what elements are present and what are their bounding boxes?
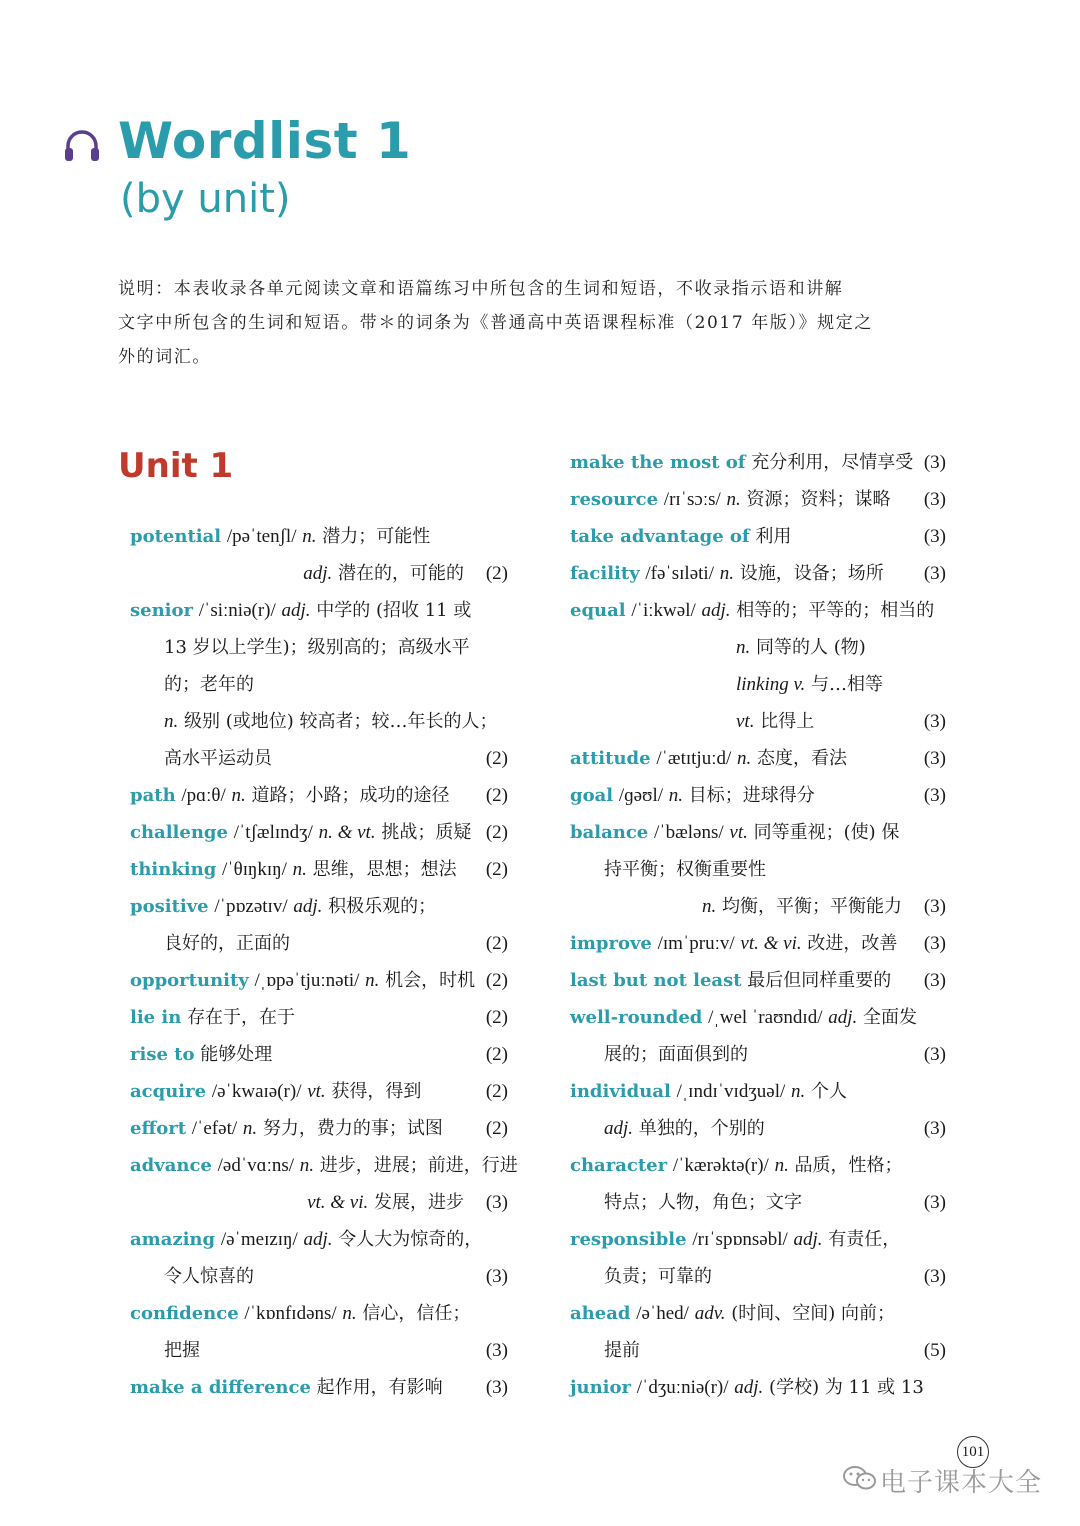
unit-reference: (3): [923, 970, 946, 991]
unit-reference: (2): [485, 1118, 508, 1139]
unit-reference: (3): [485, 1340, 508, 1361]
phonetic: /ˈbæləns/: [653, 822, 724, 843]
entry-continuation: [130, 703, 508, 740]
definition: 高水平运动员: [164, 748, 272, 769]
unit-reference: (3): [485, 1266, 508, 1287]
phonetic: /rɪˈsɔːs/: [663, 489, 721, 510]
entry-text: [570, 1295, 895, 1332]
definition: 起作用，有影响: [316, 1377, 443, 1398]
definition: 信心，信任；: [362, 1303, 471, 1324]
entry-text: [130, 592, 471, 629]
entry-continuation: [570, 1184, 946, 1221]
part-of-speech: n.: [242, 1118, 258, 1139]
entry-continuation: [130, 1184, 508, 1221]
entry-text: [570, 777, 815, 814]
entry-text: [570, 1369, 924, 1406]
part-of-speech: adj.: [734, 1377, 764, 1398]
phonetic: /ˈsiːniə(r)/: [198, 600, 276, 621]
definition: 获得，得到: [331, 1081, 422, 1102]
wordlist-left-column: [130, 518, 518, 1406]
definition: 改进，改善: [807, 933, 898, 954]
part-of-speech: n.: [365, 970, 380, 991]
definition: 持平衡；权衡重要性: [604, 859, 766, 880]
headword: path: [130, 785, 176, 806]
entry-advance: [130, 1147, 518, 1184]
entry-text: [130, 1258, 254, 1295]
definition: 把握: [164, 1340, 200, 1361]
headword: effort: [130, 1118, 187, 1139]
unit-reference: (2): [485, 748, 508, 769]
wechat-icon: [842, 1464, 878, 1492]
entry-text: [570, 962, 891, 999]
entry-text: [130, 925, 290, 962]
entry-text: [130, 1036, 272, 1073]
entry-text: [130, 814, 471, 851]
entry-continuation: [130, 555, 508, 592]
definition: 级别 (或地位) 较高者；较…年长的人；: [183, 711, 498, 732]
unit-reference: (3): [923, 933, 946, 954]
unit-reference: (2): [485, 933, 508, 954]
unit-reference: (3): [923, 1192, 946, 1213]
definition: 相等的；平等的；相当的: [736, 600, 935, 621]
entry-senior: [130, 592, 508, 629]
entry-amazing: [130, 1221, 508, 1258]
definition: 令人惊喜的: [164, 1266, 254, 1287]
unit-reference: (3): [923, 526, 946, 547]
entry-text: [307, 1184, 464, 1221]
headword: individual: [570, 1081, 671, 1102]
headword: improve: [570, 933, 652, 954]
entry-well-rounded: [570, 999, 946, 1036]
headword: lie in: [130, 1007, 182, 1028]
definition: 品质，性格；: [794, 1155, 903, 1176]
entry-responsible: [570, 1221, 946, 1258]
entry-individual: [570, 1073, 946, 1110]
definition: 提前: [604, 1340, 640, 1361]
entry-continuation: [570, 851, 946, 888]
definition: 良好的，正面的: [164, 933, 290, 954]
definition: 发展，进步: [374, 1192, 464, 1213]
unit-reference: (3): [923, 711, 946, 732]
part-of-speech: adj.: [604, 1118, 634, 1139]
part-of-speech: vt.: [736, 711, 755, 732]
definition: 的；老年的: [164, 674, 254, 695]
headword: equal: [570, 600, 626, 621]
phonetic: /pɑːθ/: [181, 785, 226, 806]
entry-continuation: [570, 888, 946, 925]
phonetic: /ˈætɪtjuːd/: [656, 748, 732, 769]
headword: ahead: [570, 1303, 631, 1324]
part-of-speech: n.: [736, 637, 751, 658]
entry-text: [570, 740, 847, 777]
definition: 令人大为惊奇的，: [338, 1229, 483, 1250]
unit-reference: (2): [485, 563, 508, 584]
part-of-speech: n.: [719, 563, 734, 584]
entry-text: [130, 1073, 421, 1110]
definition: 比得上: [760, 711, 815, 732]
part-of-speech: n.: [726, 489, 741, 510]
entry-opportunity: [130, 962, 508, 999]
entry-effort: [130, 1110, 508, 1147]
part-of-speech: n.: [231, 785, 246, 806]
phonetic: /ˈθɪŋkɪŋ/: [222, 859, 287, 880]
entry-text: [570, 629, 866, 666]
part-of-speech: n.: [774, 1155, 789, 1176]
entry-text: [130, 1110, 443, 1147]
page-subtitle: (by unit): [120, 176, 291, 222]
headword: junior: [570, 1377, 632, 1398]
entry-text: [130, 1221, 482, 1258]
entry-take-advantage-of: [570, 518, 946, 555]
entry-confidence: [130, 1295, 508, 1332]
entry-text: [130, 851, 457, 888]
entry-text: [570, 1184, 802, 1221]
headword: confidence: [130, 1303, 239, 1324]
part-of-speech: n.: [668, 785, 684, 806]
entry-positive: [130, 888, 508, 925]
headword: rise to: [130, 1044, 195, 1065]
entry-text: [570, 1147, 903, 1184]
part-of-speech: adj.: [281, 600, 311, 621]
definition: 有责任，: [828, 1229, 901, 1250]
headword: thinking: [130, 859, 217, 880]
phonetic: /fəˈsɪləti/: [645, 563, 714, 584]
entry-continuation: [570, 1036, 946, 1073]
part-of-speech: n.: [299, 1155, 315, 1176]
part-of-speech: n.: [164, 711, 179, 732]
entry-equal: [570, 592, 946, 629]
unit-reference: (3): [923, 1118, 946, 1139]
entry-text: [570, 1258, 712, 1295]
definition: 均衡，平衡；平衡能力: [722, 896, 902, 917]
entry-make-a-difference: [130, 1369, 508, 1406]
part-of-speech: adj.: [828, 1007, 858, 1028]
headword: balance: [570, 822, 649, 843]
entry-thinking: [130, 851, 508, 888]
page-title: Wordlist 1: [118, 112, 412, 170]
definition: 特点；人物，角色；文字: [604, 1192, 802, 1213]
part-of-speech: vt. & vi.: [307, 1192, 369, 1213]
entry-last-but-not-least: [570, 962, 946, 999]
entry-continuation: [570, 1258, 946, 1295]
definition: 负责；可靠的: [604, 1266, 712, 1287]
definition: 同等的人 (物): [755, 637, 866, 658]
entry-text: [130, 740, 272, 777]
entry-text: [570, 666, 883, 703]
entry-text: [702, 888, 902, 925]
part-of-speech: n. & vt.: [318, 822, 376, 843]
unit-reference: (2): [485, 1007, 508, 1028]
definition: 充分利用，尽情享受: [751, 452, 914, 473]
phonetic: /ˈtʃælɪndʒ/: [233, 822, 313, 843]
definition: 单独的，个别的: [638, 1118, 765, 1139]
phonetic: /ɡəʊl/: [618, 785, 664, 806]
phonetic: /əˈmeɪzɪŋ/: [220, 1229, 298, 1250]
phonetic: /ˈpɒzətɪv/: [214, 896, 288, 917]
entry-text: [570, 592, 934, 629]
definition: 13 岁以上学生)；级别高的；高级水平: [164, 637, 470, 658]
entry-text: [130, 518, 430, 555]
headword: facility: [570, 563, 640, 584]
definition: 能够处理: [200, 1044, 273, 1065]
entry-lie-in: [130, 999, 508, 1036]
part-of-speech: vt.: [729, 822, 748, 843]
phonetic: /rɪˈspɒnsəbl/: [692, 1229, 788, 1250]
definition: (学校) 为 11 或 13: [769, 1377, 924, 1398]
unit-reference: (3): [923, 563, 946, 584]
definition: 与…相等: [811, 674, 884, 695]
definition: 中学的 (招收 11 或: [316, 600, 472, 621]
definition: 个人: [810, 1081, 847, 1102]
entry-text: [570, 1221, 900, 1258]
definition: 努力，费力的事；试图: [262, 1118, 443, 1139]
entry-acquire: [130, 1073, 508, 1110]
definition: 最后但同样重要的: [747, 970, 892, 991]
part-of-speech: n.: [342, 1303, 357, 1324]
headword: goal: [570, 785, 614, 806]
unit-reference: (3): [923, 896, 946, 917]
page-number: 101: [957, 1436, 989, 1468]
entry-continuation: [130, 629, 508, 666]
part-of-speech: n.: [791, 1081, 806, 1102]
entry-text: [570, 814, 899, 851]
entry-text: [570, 925, 897, 962]
entry-text: [570, 555, 884, 592]
phonetic: /ˈefət/: [191, 1118, 238, 1139]
unit-heading: Unit 1: [118, 446, 234, 486]
headword: advance: [130, 1155, 212, 1176]
wordlist-right-column: [570, 444, 946, 1406]
headword: make the most of: [570, 452, 746, 473]
phonetic: /əˈhed/: [636, 1303, 689, 1324]
entry-text: [570, 481, 891, 518]
definition: 机会，时机: [385, 970, 476, 991]
entry-text: [130, 666, 254, 703]
entry-text: [130, 962, 475, 999]
watermark-text: 电子课本大全: [880, 1468, 1043, 1498]
part-of-speech: adj.: [303, 563, 333, 584]
note-paragraph: [118, 272, 948, 374]
headword: make a difference: [130, 1377, 311, 1398]
part-of-speech: n.: [302, 526, 317, 547]
entry-continuation: [570, 1110, 946, 1147]
definition: 存在于，在于: [187, 1007, 296, 1028]
definition: 全面发: [863, 1007, 917, 1028]
definition: 同等重视；(使) 保: [753, 822, 900, 843]
entry-ahead: [570, 1295, 946, 1332]
definition: (时间、空间) 向前；: [731, 1303, 895, 1324]
entry-text: [130, 888, 436, 925]
unit-reference: (3): [923, 748, 946, 769]
unit-reference: (3): [923, 1044, 946, 1065]
entry-continuation: [130, 1332, 508, 1369]
unit-reference: (2): [485, 970, 508, 991]
phonetic: /ədˈvɑːns/: [217, 1155, 295, 1176]
definition: 态度，看法: [756, 748, 847, 769]
definition: 利用: [755, 526, 792, 547]
phonetic: /ˈiːkwəl/: [631, 600, 696, 621]
definition: 进步，进展；前进，行进: [319, 1155, 518, 1176]
entry-continuation: [130, 1258, 508, 1295]
definition: 设施，设备；场所: [739, 563, 884, 584]
unit-reference: (2): [485, 1081, 508, 1102]
entry-text: [130, 777, 449, 814]
entry-continuation: [570, 629, 946, 666]
unit-reference: (3): [923, 452, 946, 473]
entry-text: [570, 518, 791, 555]
part-of-speech: adj.: [293, 896, 323, 917]
headword: well-rounded: [570, 1007, 703, 1028]
unit-reference: (2): [485, 1044, 508, 1065]
entry-make-the-most-of: [570, 444, 946, 481]
headword: attitude: [570, 748, 651, 769]
phonetic: /pəˈtenʃl/: [226, 526, 297, 547]
entry-text: [570, 444, 913, 481]
entry-balance: [570, 814, 946, 851]
entry-text: [130, 1369, 443, 1406]
unit-reference: (2): [485, 822, 508, 843]
entry-challenge: [130, 814, 508, 851]
unit-reference: (3): [923, 1266, 946, 1287]
headphones-icon[interactable]: [62, 126, 102, 166]
unit-reference: (3): [923, 489, 946, 510]
unit-reference: (5): [923, 1340, 946, 1361]
entry-path: [130, 777, 508, 814]
entry-text: [130, 1332, 200, 1369]
part-of-speech: adj.: [303, 1229, 333, 1250]
definition: 潜力；可能性: [322, 526, 431, 547]
entry-junior: [570, 1369, 946, 1406]
phonetic: /ˌɒpəˈtjuːnəti/: [254, 970, 360, 991]
headword: resource: [570, 489, 659, 510]
entry-character: [570, 1147, 946, 1184]
entry-text: [570, 703, 814, 740]
entry-text: [570, 1332, 640, 1369]
headword: take advantage of: [570, 526, 750, 547]
entry-text: [570, 851, 766, 888]
unit-reference: (3): [485, 1192, 508, 1213]
definition: 积极乐观的；: [328, 896, 437, 917]
unit-reference: (2): [485, 859, 508, 880]
headword: senior: [130, 600, 193, 621]
entry-text: [570, 1073, 847, 1110]
phonetic: /ɪmˈpruːv/: [657, 933, 735, 954]
entry-continuation: [570, 703, 946, 740]
entry-text: [303, 555, 464, 592]
definition: 挑战；质疑: [381, 822, 472, 843]
phonetic: /ˈkærəktə(r)/: [672, 1155, 769, 1176]
entry-text: [130, 629, 470, 666]
part-of-speech: linking v.: [736, 674, 806, 695]
headword: challenge: [130, 822, 228, 843]
phonetic: /əˈkwaɪə(r)/: [211, 1081, 302, 1102]
entry-text: [130, 703, 497, 740]
headword: amazing: [130, 1229, 216, 1250]
definition: 思维，思想；想法: [312, 859, 457, 880]
phonetic: /ˈdʒuːniə(r)/: [636, 1377, 729, 1398]
phonetic: /ˌɪndɪˈvɪdʒuəl/: [676, 1081, 786, 1102]
entry-continuation: [570, 1332, 946, 1369]
entry-text: [130, 1295, 470, 1332]
entry-continuation: [130, 666, 508, 703]
entry-text: [570, 1110, 765, 1147]
phonetic: /ˌwel ˈraʊndɪd/: [708, 1007, 823, 1028]
entry-text: [130, 999, 295, 1036]
note-line: 外的词汇。: [118, 347, 211, 367]
entry-continuation: [130, 740, 508, 777]
definition: 资源；资料；谋略: [746, 489, 891, 510]
definition: 道路；小路；成功的途径: [251, 785, 450, 806]
unit-reference: (2): [485, 785, 508, 806]
headword: positive: [130, 896, 209, 917]
entry-resource: [570, 481, 946, 518]
entry-text: [570, 1036, 748, 1073]
part-of-speech: vt.: [307, 1081, 326, 1102]
entry-potential: [130, 518, 508, 555]
part-of-speech: vt. & vi.: [740, 933, 802, 954]
definition: 潜在的，可能的: [338, 563, 464, 584]
entry-goal: [570, 777, 946, 814]
definition: 展的；面面俱到的: [604, 1044, 748, 1065]
headword: last but not least: [570, 970, 742, 991]
entry-continuation: [130, 925, 508, 962]
entry-continuation: [570, 666, 946, 703]
part-of-speech: n.: [737, 748, 752, 769]
headword: potential: [130, 526, 222, 547]
definition: 目标；进球得分: [688, 785, 815, 806]
part-of-speech: adv.: [694, 1303, 726, 1324]
entry-facility: [570, 555, 946, 592]
part-of-speech: n.: [702, 896, 717, 917]
headword: opportunity: [130, 970, 249, 991]
part-of-speech: adj.: [701, 600, 731, 621]
entry-improve: [570, 925, 946, 962]
unit-reference: (3): [923, 785, 946, 806]
note-line: 文字中所包含的生词和短语。带＊的词条为《普通高中英语课程标准（2017 年版）》规定之: [118, 313, 873, 333]
note-line: 说明：本表收录各单元阅读文章和语篇练习中所包含的生词和短语，不收录指示语和讲解: [118, 279, 844, 299]
headword: character: [570, 1155, 668, 1176]
entry-text: [570, 999, 917, 1036]
unit-reference: (3): [485, 1377, 508, 1398]
phonetic: /ˈkɒnfɪdəns/: [244, 1303, 337, 1324]
entry-attitude: [570, 740, 946, 777]
part-of-speech: n.: [292, 859, 307, 880]
entry-rise-to: [130, 1036, 508, 1073]
headword: responsible: [570, 1229, 687, 1250]
part-of-speech: adj.: [793, 1229, 823, 1250]
headword: acquire: [130, 1081, 207, 1102]
entry-text: [130, 1147, 518, 1184]
